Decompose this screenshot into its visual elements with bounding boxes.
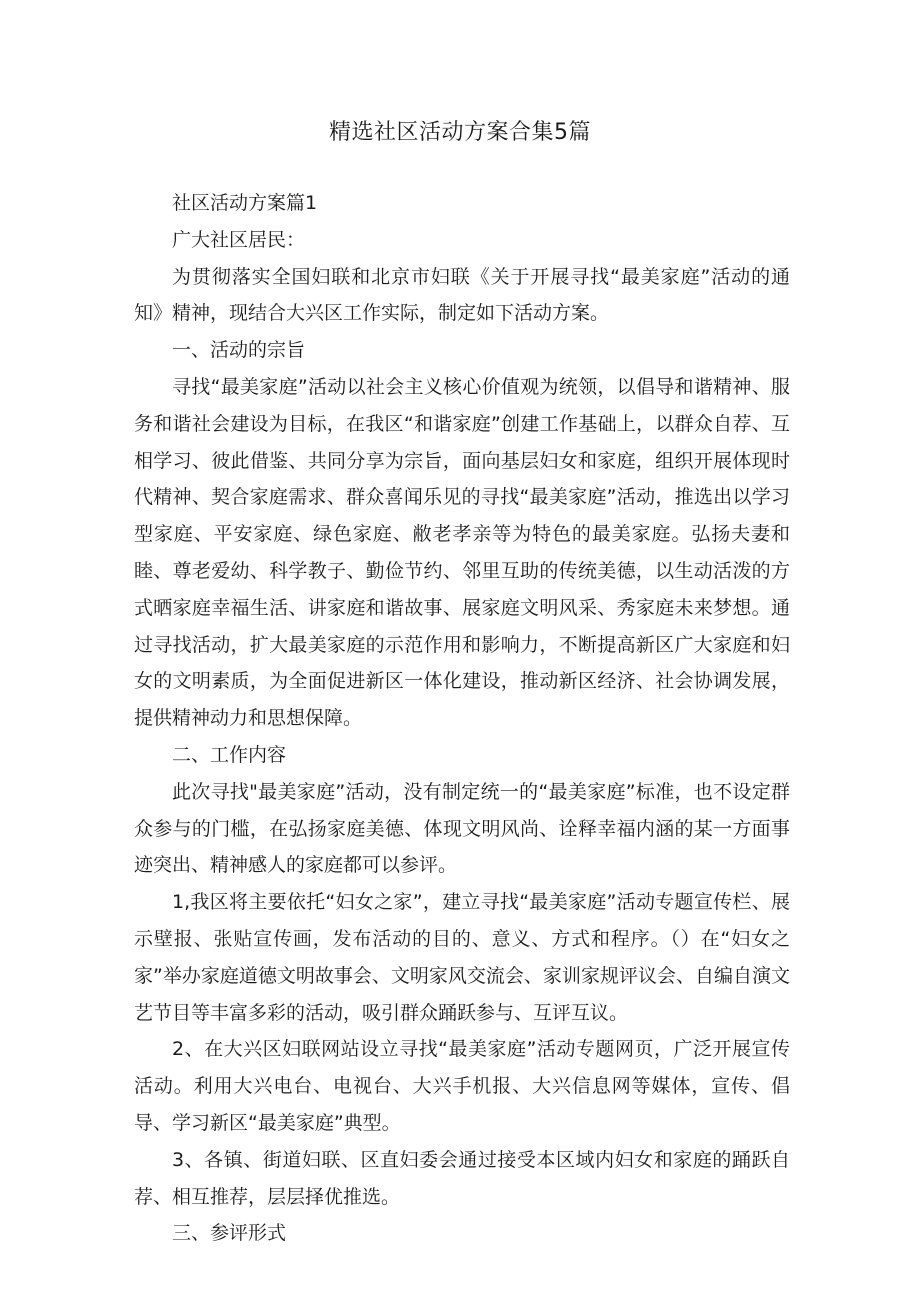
salutation: 广大社区居民： xyxy=(172,228,306,251)
work-content-paragraph: 此次寻找"最美家庭”活动，没有制定统一的“最美家庭”标准，也不设定群众参与的门槛，在弘扬家庭美德、体现文明风尚、诠释幸福内涵的某一方面事迹突出、精神感人的家庭都可以参评。 xyxy=(134,780,790,877)
heading-participation-form: 三、参评形式 xyxy=(172,1222,287,1245)
work-item-2: 2、在大兴区妇联网站设立寻找“最美家庭”活动专题网页，广泛开展宣传活动。利用大兴电台、电视台、大兴手机报、大兴信息网等媒体，宣传、倡导、学习新区“最美家庭”典型。 xyxy=(134,1038,790,1134)
heading-purpose: 一、活动的宗旨 xyxy=(172,339,306,362)
document-body xyxy=(134,185,790,1252)
heading-work-content: 二、工作内容 xyxy=(172,743,287,766)
document-title: 精选社区活动方案合集5篇 xyxy=(329,120,591,145)
purpose-paragraph: 寻找“最美家庭”活动以社会主义核心价值观为统领，以倡导和谐精神、服务和谐社会建设为目标，在我区“和谐家庭”创建工作基础上，以群众自荐、互相学习、彼此借鉴、共同分享为宗旨，面向基层妇女和家庭，组织开展体现时代精神、契合家庭需求、群众喜闻乐见的寻找“最美家庭”活动，推选出以学习型家庭、平安家庭、绿色家庭、敝老孝亲等为特色的最美家庭。弘扬夫妻和睦、尊老爱幼、科学教子、勤俭节约、邻里互助的传统美德，以生动活泼的方式晒家庭幸福生活、讲家庭和谐故事、展家庭文明风采、秀家庭未来梦想。通过寻找活动，扩大最美家庭的示范作用和影响力，不断提高新区广大家庭和妇女的文明素质，为全面促进新区一体化建设，推动新区经济、社会协调发展，提供精神动力和思想保障。 xyxy=(134,375,790,730)
work-item-3: 3、各镇、街道妇联、区直妇委会通过接受本区域内妇女和家庭的踊跃自荐、相互推荐，层层择优推选。 xyxy=(134,1148,790,1208)
section-heading: 社区活动方案篇1 xyxy=(172,192,318,214)
work-item-1: 1,我区将主要依托“妇女之家”，建立寻找“最美家庭”活动专题宣传栏、展示壁报、张贴宣传画，发布活动的目的、意义、方式和程序。（）在“妇女之家”举办家庭道德文明故事会、文明家风交流会、家训家规评议会、自编自演文艺节目等丰富多彩的活动，吸引群众踊跃参与、互评互议。 xyxy=(134,891,790,1024)
intro-paragraph: 为贯彻落实全国妇联和北京市妇联《关于开展寻找“最美家庭”活动的通知》精神，现结合大兴区工作实际，制定如下活动方案。 xyxy=(134,265,790,325)
